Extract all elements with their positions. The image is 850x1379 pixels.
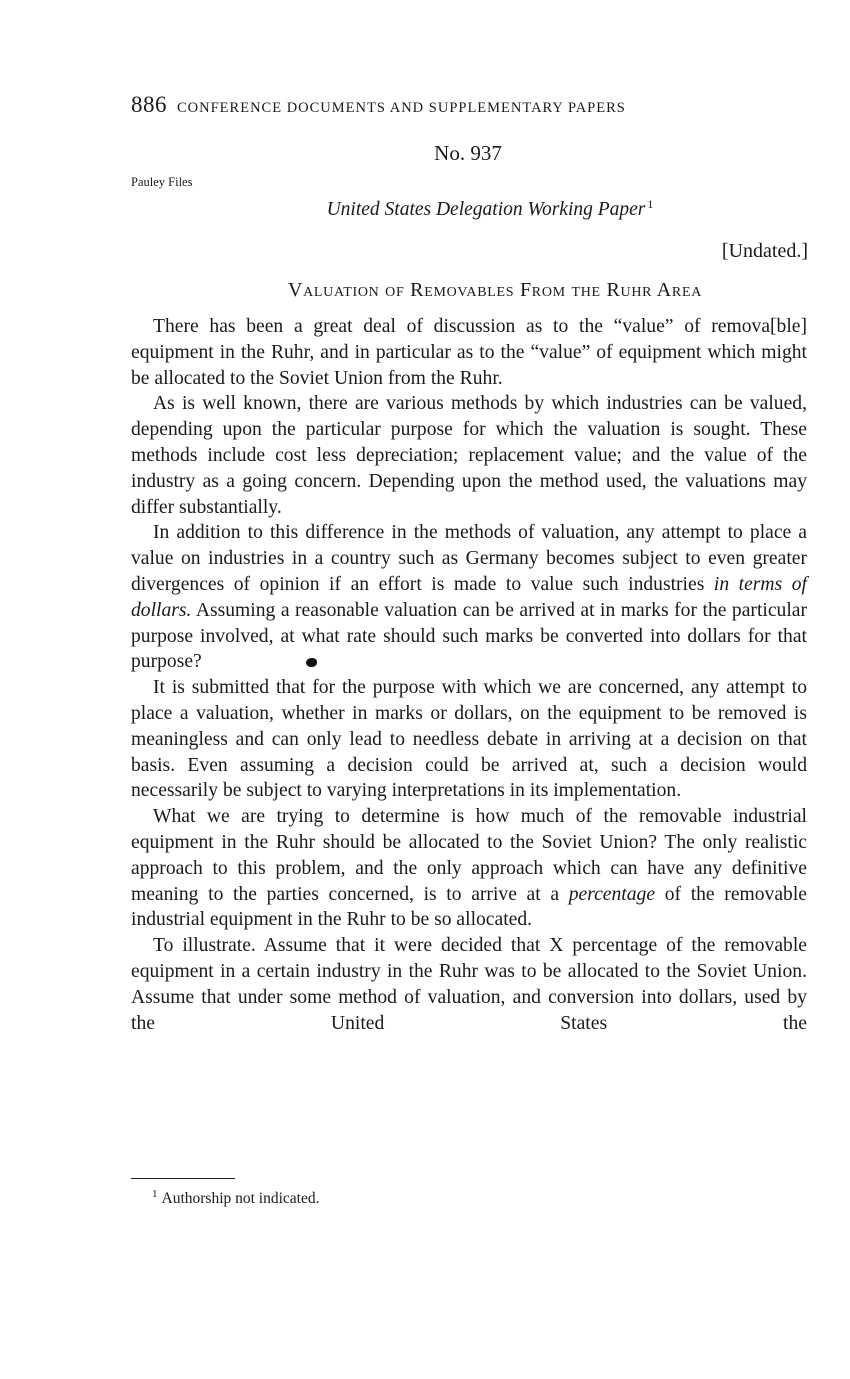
paragraph-1: There has been a great deal of discussion as to the “value” of remova[ble] equipment in the Ruhr, and in particular as to the “value” of equipment which might be allocated to the Soviet Union from the Ruhr. <box>131 316 807 389</box>
paragraph-3-emphasis: in terms of dollars. <box>131 573 807 621</box>
document-number: No. 937 <box>434 141 502 165</box>
paragraph-4: It is submitted that for the purpose with which we are concerned, any attempt to place a valuation, whether in marks or dollars, on the equipment to be removed is meaningless and can only lead to needless debate in arriving at a decision on that basis. Even assuming a decision could be arrived at, such a decision would necessarily be subject to varying interpretations in its implementation. <box>131 677 807 802</box>
document-subtitle <box>0 196 850 221</box>
footnote-divider <box>131 1178 235 1179</box>
running-title: CONFERENCE DOCUMENTS AND SUPPLEMENTARY PAPERS <box>177 100 626 116</box>
paragraph-5 <box>131 804 807 933</box>
body-text <box>131 314 807 1036</box>
paragraph-3 <box>131 520 807 675</box>
paragraph-5-text-a: What we are trying to determine is how much of the removable industrial equipment in the Ruhr should be allocated to the Soviet Union? The only realistic approach to this problem, and the only approach which can have any definitive meaning to the parties concerned, is to arrive at a <box>131 806 807 905</box>
paragraph-2: As is well known, there are various methods by which industries can be valued, depending upon the particular purpose for which the valuation is sought. These methods include cost less depreciation; replacement value; and the value of the industry as a going concern. Depending upon the method used, the valuations may differ substantially. <box>131 393 807 518</box>
footnote-text: Authorship not indicated. <box>161 1190 320 1207</box>
page-number: 886 <box>131 92 167 117</box>
ink-blot-mark <box>306 658 317 667</box>
subtitle-text: United States Delegation Working Paper <box>326 199 646 220</box>
paragraph-6: To illustrate. Assume that it were decided that X percentage of the removable equipment in a certain industry in the Ruhr was to be allocated to the Soviet Union. Assume that under some method of valuation, and conversion into dollars, used by the United States the <box>131 935 807 1034</box>
footnote <box>152 1187 320 1208</box>
document-heading: Valuation of Removables From the Ruhr Area <box>287 279 703 301</box>
paragraph-3-text-a: In addition to this difference in the methods of valuation, any attempt to place a value on industries in a country such as Germany becomes subject to even greater divergences of opinion if an effort is made to value such industries <box>131 522 807 595</box>
footnote-number: 1 <box>152 1187 158 1200</box>
paragraph-5-text-b: of the removable industrial equipment in the Ruhr to be so allocated. <box>131 883 807 931</box>
source-note: Pauley Files <box>131 175 193 189</box>
footnote-marker[interactable]: 1 <box>647 196 654 211</box>
running-head <box>131 92 811 118</box>
document-date: [Undated.] <box>721 240 808 262</box>
paragraph-3-text-b: Assuming a reasonable valuation can be arrived at in marks for the particular purpose involved, at what rate should such marks be converted into dollars for that purpose? <box>131 599 807 673</box>
paragraph-5-emphasis: percentage <box>568 883 656 905</box>
